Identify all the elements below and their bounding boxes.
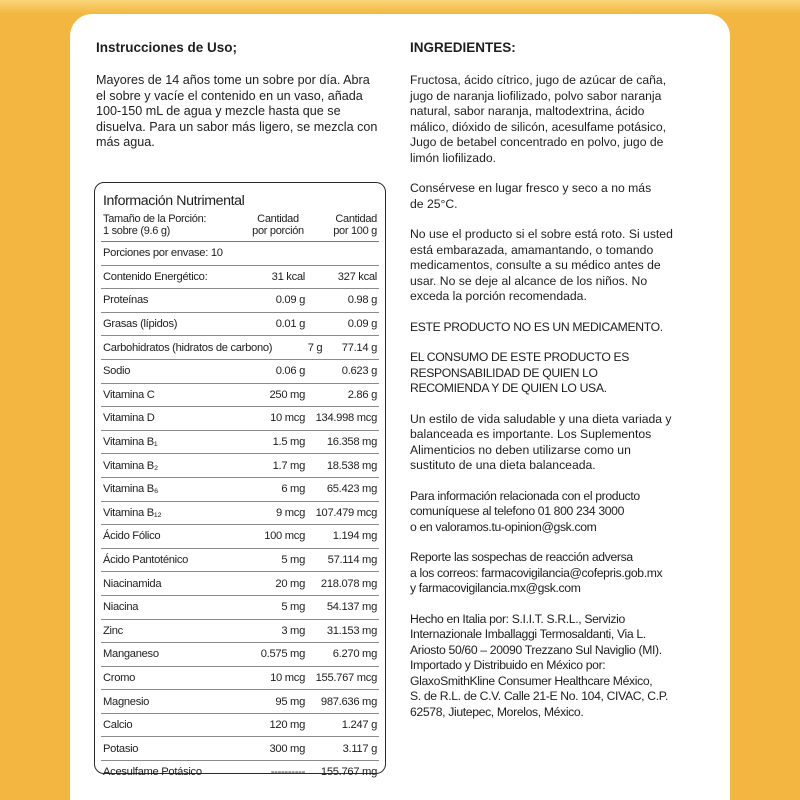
text-line: Jugo de betabel concentrado en polvo, jugo de: [410, 135, 664, 149]
per-portion-value: 10 mcg: [270, 412, 305, 425]
nutrient-name: Contenido Energético:: [103, 270, 208, 283]
text-line: Ariosto 50/60 – 20090 Trezzano Sul Naviglio (MI).: [410, 642, 662, 657]
nutrition-row: [101, 549, 379, 573]
text-line: málico, dióxido de silicón, acesulfame potásico,: [410, 119, 667, 134]
text-line: Consérvese en lugar fresco y seco a no más: [410, 181, 652, 195]
per-100g-value: 155.767 mg: [320, 766, 377, 779]
nutrition-row: [101, 667, 379, 691]
instructions-heading: Instrucciones de Uso;: [96, 40, 238, 55]
per-portion-header: [241, 213, 315, 237]
nutrition-rows: [101, 266, 379, 784]
portion-size-label: [103, 213, 241, 237]
per-100g-value: 0.09 g: [347, 318, 377, 331]
per-100g-value: 57.114 mg: [327, 554, 377, 567]
text-line: o en valoramos.tu-opinion@gsk.com: [410, 519, 597, 534]
nutrient-name: Proteínas: [103, 294, 149, 307]
per-100g-value: 218.078 mg: [320, 577, 377, 590]
text-line: de 25°C.: [410, 196, 458, 211]
per-portion-value: 1.5 mg: [272, 436, 305, 449]
nutrition-row: [101, 502, 379, 526]
nutrient-name: Acesulfame Potásico: [103, 766, 202, 779]
per-portion-value: 100 mcg: [264, 530, 305, 543]
nutrition-row: [101, 690, 379, 714]
text-line: balanceada es importante. Los Suplementos: [410, 427, 652, 441]
text-line: RECOMIENDA Y DE QUIEN LO USA.: [410, 381, 607, 395]
nutrient-name: Niacina: [103, 601, 139, 614]
text-line: Importado y Distribuido en México por:: [410, 658, 606, 672]
text-line: medicamentos, consulte a su médico antes de: [410, 258, 661, 272]
text-line: No use el producto si el sobre está roto. Si usted: [410, 227, 673, 241]
nutrient-name: Vitamina B₁₂: [103, 506, 162, 519]
nutrition-row: [101, 454, 379, 478]
per-portion-value: 20 mg: [275, 577, 305, 590]
text-line: Hecho en Italia por: S.I.I.T. S.R.L., Servizio: [410, 611, 625, 626]
per-100g-value: 3.117 g: [342, 742, 377, 755]
per-100g-value: 155.767 mcg: [315, 671, 377, 684]
text-line: disuelva. Para un sabor más ligero, se mezcla con: [96, 119, 378, 134]
nutrition-row: [101, 266, 379, 290]
nutrient-name: Vitamina D: [103, 412, 155, 425]
nutrient-name: Sodio: [103, 365, 131, 378]
per-100g-header: [315, 213, 377, 237]
per-100g-value: 107.479 mcg: [315, 506, 377, 519]
text-line: el sobre y vacíe el contenido en un vaso, añada: [96, 88, 363, 103]
per-portion-value: 5 mg: [281, 554, 305, 567]
not-medicine-text: ESTE PRODUCTO NO ES UN MEDICAMENTO.: [410, 319, 663, 334]
header-line: por 100 g: [333, 225, 377, 237]
per-100g-value: 0.98 g: [347, 294, 377, 307]
per-portion-value: 0.06 g: [275, 365, 305, 378]
nutrition-row: [101, 525, 379, 549]
per-portion-value: 6 mg: [281, 483, 305, 496]
nutrient-name: Vitamina B₆: [103, 483, 159, 496]
per-portion-value: 0.575 mg: [260, 648, 305, 661]
text-line: 100-150 mL de agua y mezcle hasta que se: [96, 104, 341, 119]
text-line: Alimenticios no deben utilizarse como un: [410, 442, 631, 457]
per-100g-value: 1.194 mg: [332, 530, 377, 543]
text-line: más agua.: [96, 135, 155, 150]
per-100g-value: 65.423 mg: [326, 483, 377, 496]
per-100g-value: 54.137 mg: [326, 601, 377, 614]
text-line: S. de R.L. de C.V. Calle 21-E No. 104, CIVAC, C.P.: [410, 689, 668, 703]
text-line: a los correos: farmacovigilancia@cofepris.gob.mx: [410, 565, 663, 580]
text-line: RESPONSABILIDAD DE QUIEN LO: [410, 365, 598, 380]
nutrition-row: [101, 384, 379, 408]
nutrient-name: Zinc: [103, 624, 123, 637]
per-100g-value: 31.153 mg: [326, 624, 377, 637]
per-portion-value: 3 mg: [281, 624, 305, 637]
text-line: Reporte las sospechas de reacción adversa: [410, 550, 633, 564]
text-line: Fructosa, ácido cítrico, jugo de azúcar de caña,: [410, 73, 667, 87]
nutrient-name: Niacinamida: [103, 577, 162, 590]
nutrition-row: [101, 289, 379, 313]
nutrition-row: [101, 407, 379, 431]
text-line: exceda la porción recomendada.: [410, 289, 587, 303]
nutrient-name: Vitamina B₂: [103, 459, 158, 472]
per-100g-value: 77.14 g: [341, 341, 377, 354]
per-portion-value: 31 kcal: [271, 270, 305, 283]
per-100g-value: 6.270 mg: [332, 648, 377, 661]
nutrient-name: Manganeso: [103, 648, 159, 661]
lifestyle-text: [410, 412, 698, 474]
warning-text: [410, 227, 698, 305]
per-portion-value: 120 mg: [269, 719, 305, 732]
text-line: 62578, Jiutepec, Morelos, México.: [410, 704, 584, 719]
nutrition-row: [101, 478, 379, 502]
per-portion-value: 1.7 mg: [272, 459, 305, 472]
nutrition-row: [101, 313, 379, 337]
text-line: Internazionale Imballaggi Termosaldanti, Via L.: [410, 627, 646, 641]
nutrition-row: [101, 737, 379, 761]
nutrition-row: [101, 620, 379, 644]
nutrient-name: Magnesio: [103, 695, 150, 708]
per-100g-value: 2.86 g: [347, 388, 377, 401]
nutrient-name: Vitamina C: [103, 388, 155, 401]
nutrition-row: [101, 360, 379, 384]
per-portion-value: 10 mcg: [270, 671, 305, 684]
text-line: Un estilo de vida saludable y una dieta variada y: [410, 411, 672, 426]
per-100g-value: 327 kcal: [337, 270, 377, 283]
ingredients-section: [410, 40, 698, 720]
text-line: usar. No se deje al alcance de los niños. No: [410, 273, 648, 288]
nutrition-row: [101, 572, 379, 596]
instructions-section: [96, 40, 392, 151]
manufacturer-text: [410, 612, 698, 721]
text-line: natural, sabor naranja, maltodextrina, ácido: [410, 104, 645, 118]
nutrition-row: [101, 714, 379, 738]
nutrition-row: [101, 431, 379, 455]
nutrient-name: Cromo: [103, 671, 136, 684]
nutrient-name: Carbohidratos (hidratos de carbono): [103, 341, 273, 354]
per-portion-value: 5 mg: [281, 601, 305, 614]
per-portion-value: 0.01 g: [275, 318, 305, 331]
nutrition-title: Información Nutrimental: [103, 193, 245, 209]
per-portion-value: 95 mg: [275, 695, 305, 708]
per-portion-value: 300 mg: [269, 742, 305, 755]
nutrient-name: Potasio: [103, 742, 139, 755]
nutrient-name: Calcio: [103, 719, 133, 732]
nutrition-table: [94, 182, 386, 779]
text-line: sustituto de una dieta balanceada.: [410, 458, 596, 472]
text-line: comuníquese al telefono 01 800 234 3000: [410, 504, 625, 518]
per-100g-value: 18.538 mg: [326, 459, 377, 472]
per-portion-value: ----------: [270, 766, 305, 779]
nutrient-name: Grasas (lípidos): [103, 318, 178, 331]
report-text: [410, 550, 698, 597]
per-100g-value: 16.358 mg: [326, 436, 377, 449]
portion-size-line: Tamaño de la Porción:: [103, 213, 207, 225]
per-portion-value: 9 mcg: [276, 506, 305, 519]
text-line: está embarazada, amamantando, o tomando: [410, 242, 654, 257]
responsibility-text: [410, 350, 698, 397]
text-line: y farmacovigilancia.mx@gsk.com: [410, 581, 581, 595]
nutrition-row: [101, 336, 379, 360]
nutrient-name: Ácido Fólico: [103, 530, 161, 543]
per-100g-value: 0.623 g: [341, 365, 377, 378]
ingredients-heading: INGREDIENTES:: [410, 40, 516, 55]
contact-text: [410, 489, 698, 536]
servings-row: Porciones por envase: 10: [101, 242, 379, 266]
text-line: jugo de naranja liofilizado, polvo sabor naranja: [410, 88, 662, 103]
nutrition-row: [101, 596, 379, 620]
portion-size-line: 1 sobre (9.6 g): [103, 225, 171, 237]
ingredients-text: [410, 73, 698, 166]
header-line: Cantidad: [335, 213, 377, 225]
nutrient-name: Vitamina B₁: [103, 436, 158, 449]
per-100g-value: 987.636 mg: [320, 695, 377, 708]
nutrient-name: Ácido Pantoténico: [103, 554, 189, 567]
nutrition-row: [101, 761, 379, 784]
per-100g-value: 134.998 mcg: [315, 412, 377, 425]
storage-text: [410, 181, 698, 212]
nutrition-row: [101, 643, 379, 667]
instructions-text: [96, 73, 392, 151]
text-line: GlaxoSmithKline Consumer Healthcare México,: [410, 673, 653, 688]
nutrition-header: [101, 213, 379, 242]
text-line: Para información relacionada con el producto: [410, 488, 640, 503]
text-line: Mayores de 14 años tome un sobre por día. Abra: [96, 73, 370, 87]
text-line: EL CONSUMO DE ESTE PRODUCTO ES: [410, 350, 630, 364]
header-line: Cantidad: [257, 213, 299, 225]
text-line: limón liofilizado.: [410, 150, 497, 165]
header-line: por porción: [252, 225, 304, 237]
per-portion-value: 250 mg: [269, 388, 305, 401]
per-portion-value: 0.09 g: [275, 294, 305, 307]
per-portion-value: 7 g: [307, 341, 323, 354]
per-100g-value: 1.247 g: [341, 719, 377, 732]
